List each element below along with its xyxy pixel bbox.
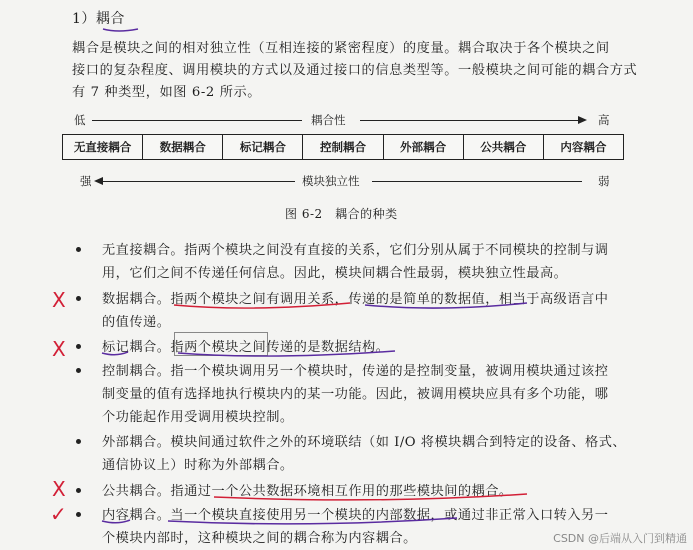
type-cell: 外部耦合 [384, 135, 464, 159]
coupling-label: 耦合性 [311, 113, 346, 127]
list-item-line: 用，它们之间不传递任何信息。因此，模块间耦合性最弱，模块独立性最高。 [102, 266, 568, 281]
list-item-line: 制变量的值有选择地执行模块内的某一功能。因此，被调用模块应具有多个功能，哪 [102, 387, 609, 402]
list-item-line: 内容耦合。当一个模块直接使用另一个模块的内部数据，或通过非正常入口转入另一 [102, 508, 609, 523]
underline-stroke [365, 303, 527, 308]
type-cell: 控制耦合 [303, 135, 383, 159]
intro-line-2: 接口的复杂程度、调用模块的方式以及通过接口的信息类型等。一般模块之间可能的耦合方式 [72, 63, 638, 78]
cross-mark: X [52, 477, 66, 501]
type-cell: 无直接耦合 [63, 135, 143, 159]
underline-stroke [214, 494, 527, 500]
low-label: 低 [74, 113, 86, 127]
type-cell: 公共耦合 [464, 135, 544, 159]
intro-line-3: 有 7 种类型，如图 6-2 所示。 [72, 85, 262, 100]
list-item-line: 外部耦合。模块间通过软件之外的环境联结（如 I/O 将模块耦合到特定的设备、格式、 [102, 435, 627, 450]
underline-stroke [168, 518, 457, 524]
high-label: 高 [598, 113, 610, 127]
underline-stroke [178, 351, 395, 356]
list-item-line: 的值传递。 [102, 315, 171, 330]
intro-line-1: 耦合是模块之间的相对独立性（互相连接的紧密程度）的度量。耦合取决于各个模块之间 [72, 41, 610, 56]
independence-label: 模块独立性 [302, 174, 360, 188]
list-item-line: 控制耦合。指一个模块调用另一个模块时，传递的是控制变量，被调用模块通过该控 [102, 364, 609, 379]
weak-label: 弱 [598, 174, 610, 188]
cross-mark: X [52, 288, 66, 312]
list-item-line: 数据耦合。指两个模块之间有调用关系，传递的是简单的数据值，相当于高级语言中 [102, 292, 609, 307]
list-item-line: 无直接耦合。指两个模块之间没有直接的关系，它们分别从属于不同模块的控制与调 [102, 243, 609, 258]
underline-stroke [174, 303, 350, 308]
underline-stroke [102, 520, 130, 523]
type-cell: 数据耦合 [143, 135, 223, 159]
figure-caption: 图 6-2 耦合的种类 [285, 207, 398, 221]
list-item-line: 公共耦合。指通过一个公共数据环境相互作用的那些模块间的耦合。 [102, 484, 513, 499]
watermark: CSDN @后端从入门到精通 [553, 532, 687, 545]
list-item-line: 标记耦合。指两个模块之间传递的是数据结构。 [102, 340, 390, 355]
list-item-line: 个模块内部时，这种模块之间的耦合称为内容耦合。 [102, 531, 417, 546]
section-heading: 1）耦合 [72, 11, 125, 27]
strong-label: 强 [80, 174, 92, 188]
type-cell: 内容耦合 [560, 140, 607, 154]
list-item-line: 个功能起作用受调用模块控制。 [102, 410, 294, 425]
underline-stroke [103, 29, 138, 31]
check-mark: ✓ [50, 502, 67, 526]
type-cell: 标记耦合 [223, 135, 303, 159]
list-item-line: 通信协议上）时称为外部耦合。 [102, 458, 294, 473]
underline-stroke [102, 352, 128, 355]
cross-mark: X [52, 337, 66, 361]
